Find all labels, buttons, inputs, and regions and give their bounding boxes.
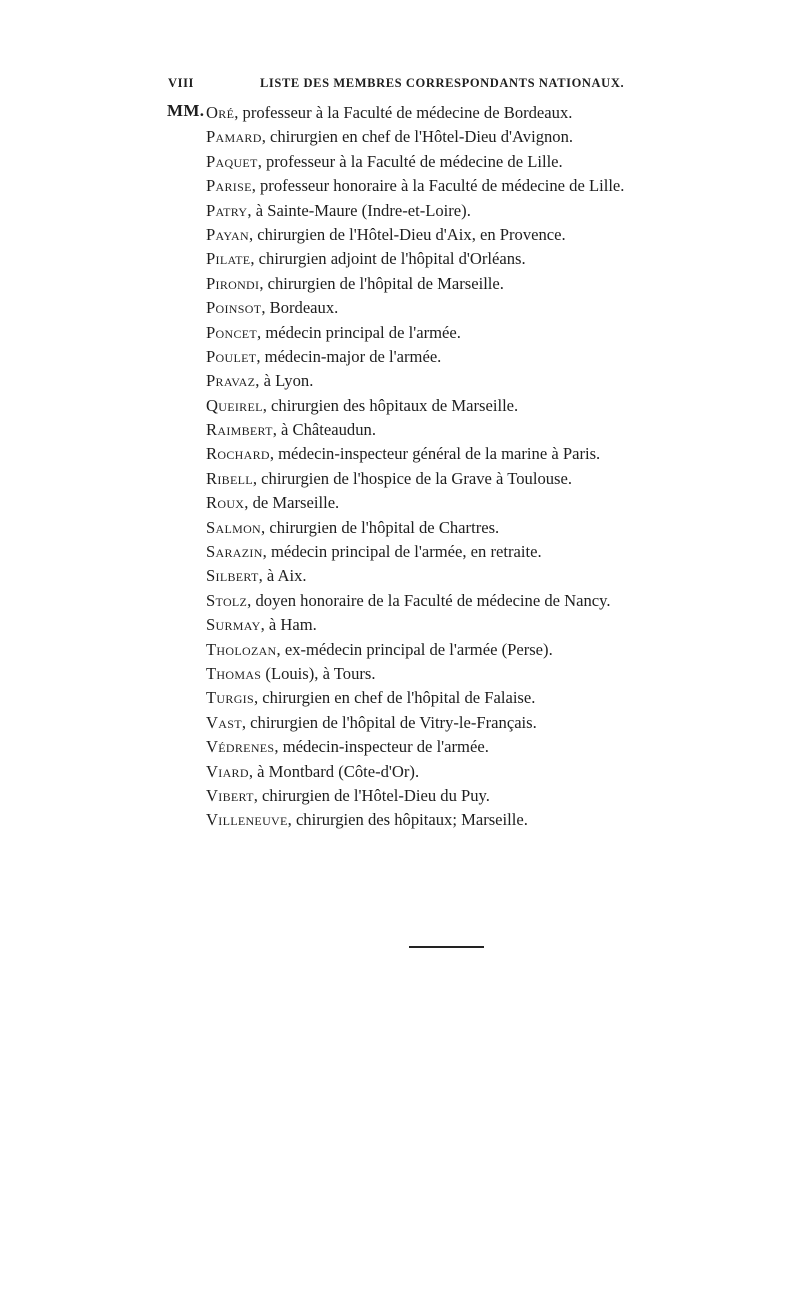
member-list [206, 101, 726, 833]
member-description: , chirurgien en chef de l'Hôtel-Dieu d'Avignon. [261, 127, 574, 147]
member-description: , chirurgien de l'hospice de la Grave à Toulouse. [252, 468, 573, 488]
list-item [206, 345, 726, 369]
member-name: Vibert [206, 785, 254, 805]
member-name: Oré [206, 103, 235, 122]
member-description: , chirurgien de l'hôpital de Chartres. [261, 517, 500, 537]
member-name: Pravaz [206, 371, 256, 391]
list-item [206, 247, 726, 271]
member-name: Salmon [206, 517, 262, 537]
member-name: Silbert [206, 566, 259, 586]
member-description: , médecin-inspecteur de l'armée. [274, 737, 489, 757]
list-item [206, 442, 726, 466]
member-name: Sarazin [206, 542, 263, 562]
member-description: , chirurgien de l'hôpital de Marseille. [259, 273, 504, 293]
list-item [206, 369, 726, 393]
list-item [206, 125, 726, 149]
member-name: Viard [206, 761, 249, 781]
list-item [206, 296, 726, 320]
member-description: , de Marseille. [244, 493, 340, 513]
list-prefix: MM. [167, 101, 205, 120]
running-header [168, 76, 668, 96]
end-rule-divider [409, 946, 484, 948]
member-name: Ribell [206, 468, 253, 488]
member-name: Thomas [206, 663, 262, 683]
member-description: , à Châteaudun. [272, 420, 376, 440]
member-name: Paquet [206, 151, 258, 171]
member-description: , doyen honoraire de la Faculté de médecine de Nancy. [247, 590, 611, 610]
member-name: Stolz [206, 590, 248, 610]
list-item [206, 638, 726, 662]
list-item [206, 491, 726, 515]
list-item [206, 223, 726, 247]
list-item [206, 662, 726, 686]
member-description: , chirurgien de l'Hôtel-Dieu d'Aix, en Provence. [248, 224, 566, 244]
list-item [206, 467, 726, 491]
list-item [206, 321, 726, 345]
member-description: , Bordeaux. [261, 298, 339, 318]
member-description: , ex-médecin principal de l'armée (Perse). [276, 639, 553, 659]
member-name: Payan [206, 224, 249, 244]
list-item [206, 394, 726, 418]
member-name: Patry [206, 200, 248, 220]
list-item [206, 760, 726, 784]
member-name: Poinsot [206, 298, 262, 318]
member-name: Turgis [206, 688, 254, 708]
member-description: , à Montbard (Côte-d'Or). [248, 761, 420, 781]
list-item [206, 174, 726, 198]
member-name: Pirondi [206, 273, 260, 293]
list-item [206, 150, 726, 174]
member-description: , chirurgien de l'Hôtel-Dieu du Puy. [253, 785, 490, 805]
list-item [206, 516, 726, 540]
member-description: , médecin-inspecteur général de la marine à Paris. [269, 444, 601, 464]
member-name: Poulet [206, 346, 257, 366]
member-description: , médecin principal de l'armée. [257, 322, 461, 342]
member-description: , à Aix. [258, 566, 307, 586]
member-name: Raimbert [206, 420, 273, 440]
member-description: , à Lyon. [255, 371, 314, 391]
member-description: , médecin principal de l'armée, en retraite. [262, 542, 542, 562]
member-name: Surmay [206, 615, 261, 635]
list-item [206, 784, 726, 808]
list-item [206, 564, 726, 588]
member-description: (Louis), à Tours. [261, 663, 376, 683]
list-item [206, 101, 726, 125]
list-item [206, 418, 726, 442]
member-description: , professeur à la Faculté de médecine de Bordeaux. [234, 103, 573, 122]
member-description: , médecin-major de l'armée. [256, 346, 442, 366]
list-item [206, 540, 726, 564]
member-name: Poncet [206, 322, 258, 342]
member-name: Roux [206, 493, 245, 513]
member-description: , chirurgien en chef de l'hôpital de Falaise. [253, 688, 536, 708]
page-header-title: LISTE DES MEMBRES CORRESPONDANTS NATIONAUX. [260, 76, 625, 90]
member-description: , à Sainte-Maure (Indre-et-Loire). [247, 200, 471, 220]
member-description: , à Ham. [260, 615, 317, 635]
member-name: Queirel [206, 395, 263, 415]
member-description: , professeur à la Faculté de médecine de Lille. [257, 151, 563, 171]
list-item [206, 272, 726, 296]
page-number: VIII [168, 76, 195, 90]
member-description: , chirurgien adjoint de l'hôpital d'Orléans. [250, 249, 526, 269]
member-description: , professeur honoraire à la Faculté de médecine de Lille. [251, 176, 625, 196]
list-item [206, 735, 726, 759]
member-name: Parise [206, 176, 252, 196]
list-item [206, 613, 726, 637]
list-item [206, 199, 726, 223]
member-name: Védrenes [206, 737, 275, 757]
list-item [206, 808, 726, 832]
member-name: Rochard [206, 444, 270, 464]
list-item [206, 711, 726, 735]
list-item [206, 589, 726, 613]
member-description: , chirurgien des hôpitaux; Marseille. [287, 810, 528, 830]
member-name: Pamard [206, 127, 262, 147]
member-name: Vast [206, 712, 242, 732]
member-name: Villeneuve [206, 810, 288, 830]
list-item [206, 686, 726, 710]
member-description: , chirurgien des hôpitaux de Marseille. [262, 395, 519, 415]
member-name: Pilate [206, 249, 251, 269]
member-name: Tholozan [206, 639, 277, 659]
member-description: , chirurgien de l'hôpital de Vitry-le-Français. [241, 712, 537, 732]
